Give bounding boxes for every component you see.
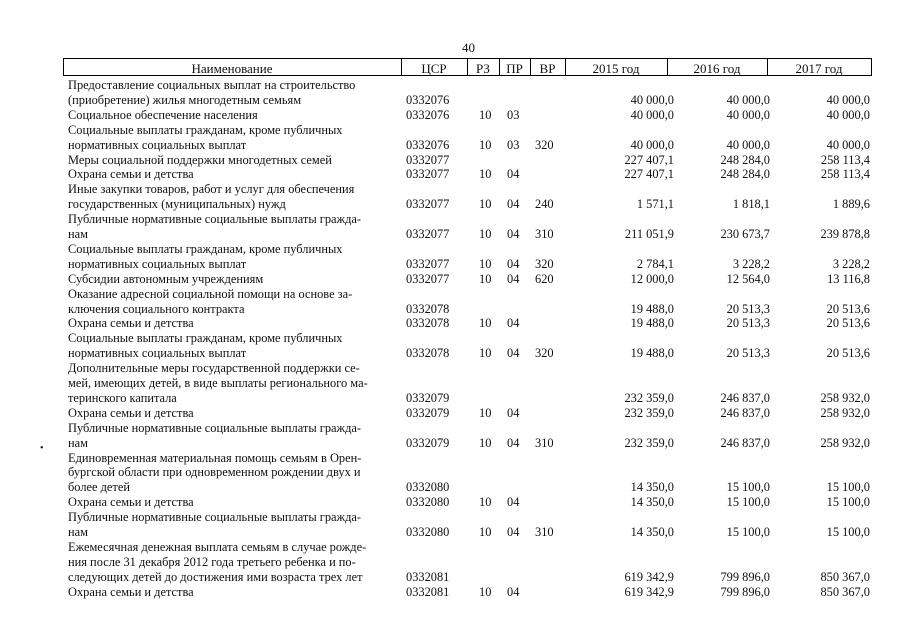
- cell-name: Единовременная материальная помощь семьям в Орен-: [68, 450, 362, 465]
- cell-value-2015: 19 488,0: [630, 316, 674, 331]
- table-row: [63, 153, 872, 168]
- cell-value-2016: 15 100,0: [726, 480, 770, 495]
- cell-csr: 0332076: [406, 107, 450, 122]
- table-row: [63, 555, 872, 570]
- cell-name: Охрана семьи и детства: [68, 495, 194, 510]
- cell-pr: 04: [507, 197, 520, 212]
- cell-name: Социальные выплаты гражданам, кроме публичных: [68, 122, 343, 137]
- cell-value-2015: 619 342,9: [624, 584, 674, 599]
- cell-name: мей, имеющих детей, в виде выплаты регионального ма-: [68, 376, 368, 390]
- cell-name: Меры социальной поддержки многодетных семей: [68, 152, 332, 167]
- cell-csr: 0332078: [406, 301, 450, 316]
- cell-value-2015: 227 407,1: [624, 152, 674, 167]
- column-divider: [871, 59, 872, 76]
- cell-name: Публичные нормативные социальные выплаты гражда-: [68, 420, 362, 435]
- cell-value-2016: 20 513,3: [726, 346, 770, 361]
- cell-rz: 10: [479, 271, 492, 286]
- table-row: [63, 138, 872, 153]
- cell-pr: 04: [507, 435, 520, 450]
- cell-pr: 04: [507, 167, 520, 182]
- table-row: [63, 391, 872, 406]
- cell-csr: 0332077: [406, 167, 450, 182]
- cell-name: Охрана семьи и детства: [68, 405, 194, 420]
- cell-value-2015: 232 359,0: [624, 390, 674, 405]
- cell-name: Социальные выплаты гражданам, кроме публичных: [68, 331, 343, 346]
- table-row: [63, 480, 872, 495]
- table-row: [63, 316, 872, 331]
- cell-value-2015: 40 000,0: [630, 137, 674, 152]
- cell-value-2016: 15 100,0: [726, 495, 770, 510]
- cell-name: государственных (муниципальных) нужд: [68, 197, 286, 212]
- table-row: [63, 108, 872, 123]
- table-row: [63, 167, 872, 182]
- cell-value-2015: 2 784,1: [636, 256, 674, 271]
- cell-pr: 04: [507, 271, 520, 286]
- cell-rz: 10: [479, 107, 492, 122]
- table-row: [63, 540, 872, 555]
- cell-name: нам: [68, 525, 88, 539]
- cell-csr: 0332080: [406, 495, 450, 510]
- cell-rz: 10: [479, 137, 492, 152]
- cell-rz: 10: [479, 316, 492, 331]
- cell-name: ния после 31 декабря 2012 года третьего ребенка и по-: [68, 554, 356, 569]
- cell-name: Публичные нормативные социальные выплаты гражда-: [68, 510, 362, 525]
- cell-vr: 320: [535, 256, 554, 271]
- cell-value-2017: 15 100,0: [826, 525, 870, 539]
- header-csr: ЦСР: [421, 61, 447, 76]
- cell-value-2016: 246 837,0: [720, 435, 770, 450]
- cell-value-2017: 40 000,0: [826, 137, 870, 152]
- header-name: Наименование: [191, 61, 273, 76]
- cell-name: Предоставление социальных выплат на строительство: [68, 78, 356, 92]
- cell-value-2016: 3 228,2: [732, 256, 770, 271]
- cell-name: нормативных социальных выплат: [68, 137, 247, 152]
- cell-value-2017: 258 113,4: [820, 167, 870, 182]
- cell-rz: 10: [479, 227, 492, 241]
- cell-value-2016: 20 513,3: [726, 301, 770, 316]
- cell-value-2015: 227 407,1: [624, 167, 674, 182]
- cell-rz: 10: [479, 405, 492, 420]
- cell-csr: 0332079: [406, 435, 450, 450]
- cell-name: нормативных социальных выплат: [68, 346, 247, 361]
- cell-pr: 04: [507, 584, 520, 599]
- cell-value-2016: 40 000,0: [726, 107, 770, 122]
- table-row: [63, 93, 872, 108]
- cell-value-2017: 258 932,0: [820, 435, 870, 450]
- table-row: [63, 331, 872, 346]
- cell-value-2016: 40 000,0: [726, 92, 770, 107]
- cell-name: Социальное обеспечение населения: [68, 107, 258, 122]
- cell-csr: 0332081: [406, 584, 450, 599]
- cell-value-2016: 230 673,7: [720, 227, 770, 241]
- cell-pr: 03: [507, 137, 520, 152]
- margin-mark: •: [40, 443, 44, 454]
- cell-vr: 620: [535, 271, 554, 286]
- cell-value-2016: 12 564,0: [726, 271, 770, 286]
- cell-pr: 04: [507, 405, 520, 420]
- cell-name: Охрана семьи и детства: [68, 584, 194, 599]
- cell-name: Оказание адресной социальной помощи на основе за-: [68, 286, 353, 301]
- cell-value-2015: 211 051,9: [624, 227, 674, 241]
- table-row: [63, 465, 872, 480]
- cell-name: следующих детей до достижения ими возраста трех лет: [68, 569, 363, 584]
- cell-value-2016: 20 513,3: [726, 316, 770, 331]
- table-row: [63, 302, 872, 317]
- cell-rz: 10: [479, 584, 492, 599]
- cell-csr: 0332080: [406, 525, 450, 539]
- cell-value-2015: 19 488,0: [630, 301, 674, 316]
- cell-value-2017: 258 113,4: [820, 152, 870, 167]
- table-row: [63, 570, 872, 585]
- cell-value-2015: 619 342,9: [624, 569, 674, 584]
- cell-csr: 0332078: [406, 316, 450, 331]
- cell-value-2017: 13 116,8: [827, 271, 870, 286]
- table-row: [63, 182, 872, 197]
- table-row: [63, 376, 872, 391]
- header-vr: ВР: [539, 61, 556, 76]
- cell-value-2017: 3 228,2: [832, 256, 870, 271]
- cell-name: Субсидии автономным учреждениям: [68, 271, 264, 286]
- table-row: [63, 242, 872, 257]
- cell-pr: 04: [507, 346, 520, 361]
- cell-pr: 04: [507, 525, 520, 539]
- cell-value-2017: 20 513,6: [826, 301, 870, 316]
- cell-pr: 04: [507, 495, 520, 510]
- cell-name: бургской области при одновременном рождении двух и: [68, 465, 361, 480]
- cell-vr: 320: [535, 137, 554, 152]
- cell-value-2016: 248 284,0: [720, 152, 770, 167]
- cell-value-2015: 19 488,0: [630, 346, 674, 361]
- budget-table: [63, 0, 872, 640]
- cell-value-2015: 14 350,0: [630, 495, 674, 510]
- cell-csr: 0332077: [406, 152, 450, 167]
- table-row: [63, 346, 872, 361]
- cell-value-2017: 239 878,8: [820, 227, 870, 241]
- cell-value-2016: 799 896,0: [720, 569, 770, 584]
- cell-csr: 0332078: [406, 346, 450, 361]
- cell-name: Охрана семьи и детства: [68, 316, 194, 331]
- cell-value-2017: 258 932,0: [820, 390, 870, 405]
- table-row: [63, 510, 872, 525]
- cell-value-2015: 232 359,0: [624, 435, 674, 450]
- header-2015: 2015 год: [592, 61, 640, 76]
- cell-csr: 0332077: [406, 227, 450, 241]
- cell-csr: 0332079: [406, 390, 450, 405]
- cell-rz: 10: [479, 167, 492, 182]
- page-number: 40: [462, 40, 475, 55]
- cell-value-2017: 15 100,0: [826, 495, 870, 510]
- cell-vr: 310: [535, 227, 554, 241]
- header-pr: ПР: [506, 61, 523, 76]
- table-row: [63, 272, 872, 287]
- cell-pr: 04: [507, 256, 520, 271]
- cell-vr: 240: [535, 197, 554, 212]
- cell-name: нормативных социальных выплат: [68, 256, 247, 271]
- cell-value-2016: 15 100,0: [726, 525, 770, 539]
- cell-name: Дополнительные меры государственной поддержки се-: [68, 361, 360, 376]
- cell-rz: 10: [479, 495, 492, 510]
- cell-csr: 0332076: [406, 92, 450, 107]
- cell-name: Ежемесячная денежная выплата семьям в случае рожде-: [68, 539, 367, 554]
- table-row: [63, 287, 872, 302]
- cell-value-2016: 799 896,0: [720, 584, 770, 599]
- cell-name: Социальные выплаты гражданам, кроме публичных: [68, 241, 343, 256]
- cell-vr: 310: [535, 435, 554, 450]
- cell-value-2017: 850 367,0: [820, 584, 870, 599]
- cell-rz: 10: [479, 197, 492, 212]
- table-row: [63, 436, 872, 451]
- cell-value-2017: 20 513,6: [826, 346, 870, 361]
- cell-value-2015: 232 359,0: [624, 405, 674, 420]
- cell-name: Иные закупки товаров, работ и услуг для обеспечения: [68, 182, 355, 197]
- cell-rz: 10: [479, 525, 492, 539]
- cell-value-2016: 248 284,0: [720, 167, 770, 182]
- cell-value-2017: 40 000,0: [826, 107, 870, 122]
- cell-value-2017: 1 889,6: [832, 197, 870, 212]
- cell-csr: 0332079: [406, 405, 450, 420]
- cell-csr: 0332080: [406, 480, 450, 495]
- table-row: [63, 212, 872, 227]
- table-row: [63, 585, 872, 600]
- cell-vr: 310: [535, 525, 554, 539]
- cell-pr: 04: [507, 227, 520, 241]
- table-row: [63, 361, 872, 376]
- table-row: [63, 78, 872, 93]
- cell-rz: 10: [479, 346, 492, 361]
- cell-rz: 10: [479, 256, 492, 271]
- cell-value-2016: 246 837,0: [720, 405, 770, 420]
- table-row: [63, 451, 872, 466]
- cell-value-2016: 1 818,1: [732, 197, 770, 212]
- cell-value-2015: 1 571,1: [636, 197, 674, 212]
- header-rz: РЗ: [476, 61, 490, 76]
- cell-value-2015: 14 350,0: [630, 525, 674, 539]
- cell-name: Охрана семьи и детства: [68, 167, 194, 182]
- cell-value-2017: 20 513,6: [826, 316, 870, 331]
- table-row: [63, 525, 872, 540]
- cell-value-2017: 258 932,0: [820, 405, 870, 420]
- cell-csr: 0332081: [406, 569, 450, 584]
- cell-pr: 03: [507, 107, 520, 122]
- cell-name: теринского капитала: [68, 390, 177, 405]
- table-row: [63, 123, 872, 138]
- cell-value-2017: 15 100,0: [826, 480, 870, 495]
- cell-vr: 320: [535, 346, 554, 361]
- cell-csr: 0332077: [406, 256, 450, 271]
- table-row: [63, 227, 872, 242]
- cell-name: нам: [68, 435, 88, 450]
- cell-value-2015: 14 350,0: [630, 480, 674, 495]
- cell-value-2015: 12 000,0: [630, 271, 674, 286]
- cell-name: нам: [68, 227, 88, 241]
- cell-name: (приобретение) жилья многодетным семьям: [68, 92, 302, 107]
- cell-csr: 0332077: [406, 271, 450, 286]
- cell-value-2017: 850 367,0: [820, 569, 870, 584]
- table-row: [63, 406, 872, 421]
- table-row: [63, 257, 872, 272]
- table-row: [63, 197, 872, 212]
- cell-csr: 0332076: [406, 137, 450, 152]
- header-2016: 2016 год: [693, 61, 741, 76]
- cell-value-2015: 40 000,0: [630, 92, 674, 107]
- table-row: [63, 421, 872, 436]
- cell-csr: 0332077: [406, 197, 450, 212]
- header-2017: 2017 год: [795, 61, 843, 76]
- cell-value-2017: 40 000,0: [826, 92, 870, 107]
- cell-value-2015: 40 000,0: [630, 107, 674, 122]
- cell-value-2016: 246 837,0: [720, 390, 770, 405]
- cell-name: более детей: [68, 480, 130, 495]
- cell-name: ключения социального контракта: [68, 301, 245, 316]
- table-row: [63, 495, 872, 510]
- cell-value-2016: 40 000,0: [726, 137, 770, 152]
- cell-name: Публичные нормативные социальные выплаты гражда-: [68, 212, 362, 227]
- cell-rz: 10: [479, 435, 492, 450]
- cell-pr: 04: [507, 316, 520, 331]
